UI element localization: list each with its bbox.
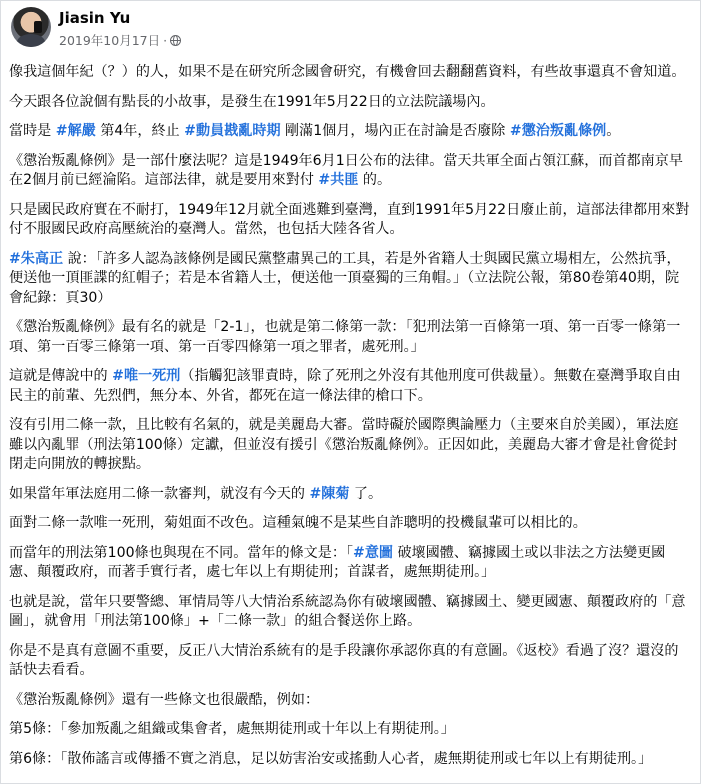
post-date[interactable]: 2019年10月17日 — [59, 33, 161, 48]
post-paragraph — [9, 93, 691, 113]
paragraph-text: 《懲治叛亂條例》最有名的就是「2-1」，也就是第二條第一款：「犯刑法第一百條第一項、第一百零一條第一項、第一百零三條第一項、第一百零四條第一項之罪者，處死刑。」 — [9, 319, 681, 355]
post-paragraph — [9, 485, 691, 505]
paragraph-text: 只是國民政府實在不耐打，1949年12月就全面逃難到臺灣，直到1991年5月22日廢止前，這部法律都用來對付不服國民政府高壓統治的臺灣人。當然，也包括大陸各省人。 — [9, 201, 690, 237]
post-paragraph — [9, 593, 691, 632]
hashtag-link[interactable]: #動員戡亂時期 — [184, 123, 281, 139]
hashtag-link[interactable]: #共匪 — [318, 172, 359, 188]
hashtag-link[interactable]: #意圖 — [353, 544, 394, 561]
hashtag-link[interactable]: #陳菊 — [309, 485, 350, 502]
paragraph-text: 了。 — [349, 485, 383, 502]
post-paragraph — [9, 201, 691, 240]
post-body — [9, 63, 691, 779]
avatar-shirt-shape — [17, 34, 45, 47]
paragraph-text: 如果當年軍法庭用二條一款審判，就沒有今天的 — [9, 485, 310, 502]
post-paragraph — [9, 250, 691, 309]
post-header — [11, 5, 690, 55]
post-paragraph — [9, 691, 691, 711]
hashtag-link[interactable]: #唯一死刑 — [112, 368, 181, 384]
post-paragraph — [9, 367, 691, 406]
post-paragraph — [9, 152, 691, 191]
globe-icon[interactable] — [170, 35, 181, 46]
hashtag-link[interactable]: #解嚴 — [55, 123, 96, 139]
hashtag-link[interactable]: #朱高正 — [9, 250, 64, 267]
post-paragraph — [9, 416, 691, 475]
paragraph-text: 也就是說，當年只要警總、軍情局等八大情治系統認為你有破壞國體、竊據國土、變更國憲、顛覆政府的「意圖」，就會用「刑法第100條」+「二條一款」的組合餐送你上路。 — [9, 593, 686, 629]
paragraph-text: 《懲治叛亂條例》還有一些條文也很嚴酷，例如： — [9, 691, 320, 708]
paragraph-text: 這就是傳說中的 — [9, 368, 113, 384]
paragraph-text: 而當年的刑法第100條也與現在不同。當年的條文是：「 — [9, 544, 354, 561]
hashtag-link[interactable]: #懲治叛亂條例 — [509, 123, 607, 139]
paragraph-text: 剛滿1個月，場內正在討論是否廢除 — [280, 123, 510, 139]
avatar-phone-shape — [34, 21, 42, 33]
post-paragraph — [9, 720, 691, 740]
paragraph-text: 。 — [606, 123, 621, 139]
paragraph-text: 沒有引用二條一款，且比較有名氣的，就是美麗島大審。當時礙於國際輿論壓力（主要來自於美國），軍法庭雖以內亂罪（刑法第100條）定讞，但並沒有援引《懲治叛亂條例》。正因如此，美麗島大審才會是社會從封閉走向開放的轉捩點。 — [9, 417, 679, 472]
paragraph-text: 《懲治叛亂條例》是一部什麼法呢？這是1949年6月1日公布的法律。當天共軍全面占領江蘇，而首都南京早在2個月前已經淪陷。這部法律，就是要用來對付 — [9, 152, 683, 188]
avatar[interactable] — [11, 7, 51, 47]
paragraph-text: 今天跟各位說個有點長的小故事，是發生在1991年5月22日的立法院議場內。 — [9, 93, 495, 110]
paragraph-text: 破壞國體、竊據國土或以非法之方法變更國憲、顛覆政府，而著手實行者，處七年以上有期徒刑；首謀者，處無期徒刑。」 — [9, 544, 666, 580]
post-paragraph — [9, 514, 691, 534]
paragraph-text: 你是不是真有意圖不重要，反正八大情治系統有的是手段讓你承認你真的有意圖。《返校》看過了沒？還沒的話快去看看。 — [9, 642, 679, 678]
paragraph-text: 當時是 — [9, 123, 56, 139]
meta-separator: · — [163, 32, 168, 48]
paragraph-text: 面對二條一款唯一死刑，菊姐面不改色。這種氣魄不是某些自詐聰明的投機鼠輩可以相比的。 — [9, 515, 587, 531]
paragraph-text: 第6條：「散佈謠言或傳播不實之消息，足以妨害治安或搖動人心者，處無期徒刑或七年以上有期徒刑。」 — [9, 750, 653, 767]
post-paragraph — [9, 750, 691, 770]
paragraph-text: 第4年，終止 — [95, 123, 185, 139]
paragraph-text: 第5條：「參加叛亂之組織或集會者，處無期徒刑或十年以上有期徒刑。」 — [9, 721, 455, 737]
post-paragraph — [9, 642, 691, 681]
paragraph-text: 說：「許多人認為該條例是國民黨整肅異己的工具，若是外省籍人士與國民黨立場相左，公然抗爭，便送他一頂匪諜的紅帽子；若是本省籍人士，便送他一頂臺獨的三角帽。」（立法院公報，第80卷第40期，院會紀錄：頁30） — [9, 250, 681, 306]
post-meta — [59, 31, 181, 49]
post-paragraph — [9, 318, 691, 357]
post-paragraph — [9, 63, 691, 83]
post-paragraph — [9, 122, 691, 142]
paragraph-text: 的。 — [358, 172, 392, 188]
post-paragraph — [9, 544, 691, 583]
paragraph-text: （指觸犯該罪責時，除了死刑之外沒有其他刑度可供裁量）。無數在臺灣爭取自由民主的前輩、先烈們，無分本、外省，都死在這一條法律的槍口下。 — [9, 368, 681, 404]
author-name[interactable]: Jiasin Yu — [59, 9, 131, 27]
paragraph-text: 像我這個年紀（？）的人，如果不是在研究所念國會研究，有機會回去翻翻舊資料，有些故事還真不會知道。 — [9, 64, 686, 80]
